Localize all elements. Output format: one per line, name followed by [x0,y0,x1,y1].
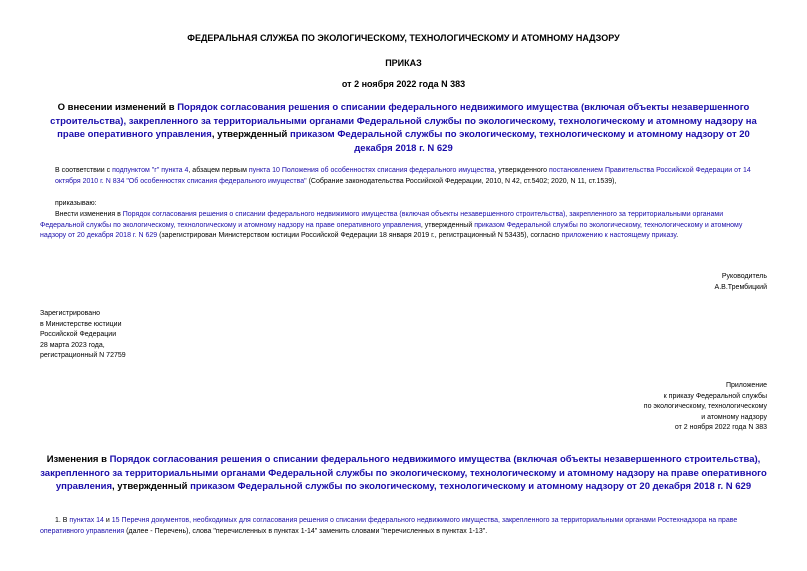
title-link-procedure[interactable]: Порядок согласования решения о списании федерального недвижимого имущества (включая объекты незавершенного строительства), закрепленного за территориальными органами Федеральной службы по экологическому, технологическому и атомному надзору на праве оперативного управления [50,102,757,140]
doc-type-heading: ПРИКАЗ [385,58,422,68]
body-paragraph [40,210,767,242]
changes-title-text-1: Изменения в [46,454,110,465]
appendix-line-2: к приказу Федеральной службы [663,392,767,400]
item1-link-list[interactable]: Перечня документов, необходимых для согласования решения о списании федерального недвижимого имущества, закрепленного за территориальными органами Ростехнадзора на праве оперативного управления [40,517,738,535]
preamble-text-4: (Собрание законодательства Российской Федерации, 2010, N 42, ст.5402; 2020, N 11, ст.1539), [306,177,617,185]
changes-title-link-procedure[interactable]: Порядок согласования решения о списании федерального недвижимого имущества (включая объекты незавершенного строительства), закрепленного за территориальными органами Федеральной службы по экологическому, технологическому и атомному надзору на праве оперативного управления [40,454,767,492]
body-link-appendix[interactable]: приложению к настоящему приказу [561,232,677,239]
preamble-link-resolution[interactable]: постановлением Правительства Российской Федерации от 14 октября 2010 г. N 834 "Об особенностях списания федерального имущества" [55,167,751,185]
item1-text-2: и [103,517,112,524]
body-link-order[interactable]: приказом Федеральной службы по экологическому, технологическому и атомному надзору от 20 декабря 2018 г. N 629 [40,221,743,239]
item1-link-point15[interactable]: 15 [111,517,120,524]
preamble-link-point10[interactable]: пункта 10 Положения об особенностях списания федерального имущества [248,167,495,174]
appendix-block [644,381,767,434]
appendix-line-4: и атомному надзору [701,413,767,421]
appendix-line-1: Приложение [725,382,767,389]
appendix-line-5: от 2 ноября 2022 года N 383 [674,424,767,431]
registration-line-5: регистрационный N 72759 [40,352,126,359]
item-1-paragraph [40,516,767,537]
preamble-paragraph [55,166,767,187]
registration-line-2: в Министерстве юстиции [40,320,122,328]
item1-link-point14[interactable]: пунктах 14 [69,517,104,524]
item1-text-1: 1. В [55,517,70,524]
agency-heading: ФЕДЕРАЛЬНАЯ СЛУЖБА ПО ЭКОЛОГИЧЕСКОМУ, ТЕХНОЛОГИЧЕСКОМУ И АТОМНОМУ НАДЗОРУ [187,33,620,43]
body-text-4: . [676,232,679,239]
body-text-3: (зарегистрирован Министерством юстиции Российской Федерации 18 января 2019 г., регистрационный N 53435), согласно [157,232,562,239]
changes-title-text-2: , утвержденный [112,481,191,492]
preamble-text-2: , абзацем первым [188,167,249,174]
changes-title-link-order[interactable]: приказом Федеральной службы по экологическому, технологическому и атомному надзору от 20 декабря 2018 г. N 629 [190,481,752,492]
changes-title [40,453,767,494]
order-word: приказываю: [55,200,97,207]
preamble-text-3: , утвержденного [494,167,550,174]
registration-block [40,309,126,362]
title-text-2: , утвержденный [211,129,290,140]
title-link-order[interactable]: приказом Федеральной службы по экологическому, технологическому и атомному надзору от 20 декабря 2018 г. N 629 [289,129,750,154]
title-text-1: О внесении изменений в [57,102,178,113]
preamble-text-1: В соответствии с [55,167,113,174]
body-link-procedure[interactable]: Порядок согласования решения о списании федерального недвижимого имущества (включая объекты незавершенного строительства), закрепленного за территориальными органами Федеральной службы по экологическому, технологическому и атомному надзору на праве оперативного управления [40,211,724,229]
registration-line-4: 28 марта 2023 года, [40,341,105,349]
signature-block [715,272,767,293]
document-title [40,101,767,155]
order-date: от 2 ноября 2022 года N 383 [341,79,466,89]
registration-line-3: Российской Федерации [40,331,117,338]
registration-line-1: Зарегистрировано [40,310,100,317]
signature-role: Руководитель [721,273,767,280]
body-text-1: Внести изменения в [55,211,123,218]
preamble-link-subpoint[interactable]: подпунктом "г" пункта 4 [112,167,189,174]
appendix-line-3: по экологическому, технологическому [643,403,767,410]
item1-text-4: (далее - Перечень), слова "перечисленных в пунктах 1-14" заменить словами "перечисленных в пунктах 1-13". [124,527,488,535]
body-text-2: , утвержденный [420,221,475,229]
signature-name: А.В.Трембицкий [714,283,767,291]
